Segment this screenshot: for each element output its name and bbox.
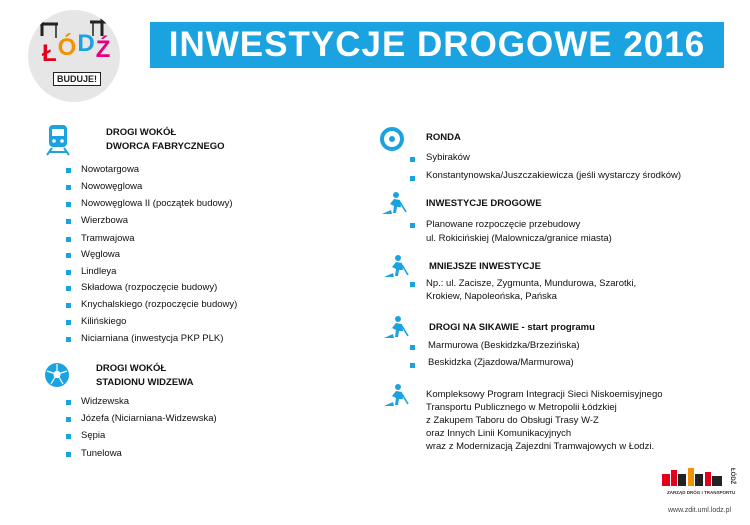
list-item: Nowowęglowa: [81, 181, 143, 192]
bullet: [66, 400, 71, 405]
section-title-dworzec: DROGI WOKÓŁ DWORCA FABRYCZNEGO: [106, 127, 225, 152]
bullet: [410, 223, 415, 228]
bullet: [410, 363, 415, 368]
section-title-inwestycje: INWESTYCJE DROGOWE: [426, 198, 542, 209]
bullet: [66, 253, 71, 258]
list-item: Nowowęglowa II (początek budowy): [81, 198, 233, 209]
list-item: Beskidzka (Zjazdowa/Marmurowa): [428, 357, 574, 368]
website-link[interactable]: www.zdit.uml.lodz.pl: [668, 507, 732, 514]
list-item: Niciarniana (inwestycja PKP PLK): [81, 333, 224, 344]
list-item: Tunelowa: [81, 448, 122, 459]
roadworker-icon: [380, 192, 410, 216]
bullet: [66, 286, 71, 291]
list-item: Nowotargowa: [81, 164, 140, 175]
list-item: Józefa (Niciarniana-Widzewska): [81, 413, 217, 424]
list-item: Lindleya: [81, 266, 117, 277]
football-icon: [44, 362, 70, 388]
section-title-sikawa: DROGI NA SIKAWIE - start programu: [429, 322, 595, 333]
list-item: Konstantynowska/Juszczakiewicza (jeśli wystarczy środków): [426, 170, 681, 181]
list-item: Składowa (rozpoczęcie budowy): [81, 282, 218, 293]
list-item: Knychalskiego (rozpoczęcie budowy): [81, 299, 238, 310]
bullet: [66, 202, 71, 207]
list-item: Sybiraków: [426, 152, 470, 163]
list-item: Sępia: [81, 430, 106, 441]
bullet: [410, 157, 415, 162]
bullet: [66, 270, 71, 275]
list-item: Tramwajowa: [81, 233, 135, 244]
text-line: wraz z Modernizacją Zajezdni Tramwajowych w Łodzi.: [426, 441, 655, 452]
train-icon: [44, 124, 72, 156]
section-title-mniejsze: MNIEJSZE INWESTYCJE: [429, 261, 541, 272]
text-line: Np.: ul. Zacisze, Zygmunta, Mundurowa, Szarotki,: [426, 278, 637, 289]
text-line: Planowane rozpoczęcie przebudowy: [426, 219, 581, 230]
logo-subtitle: BUDUJE!: [53, 72, 101, 86]
bullet: [66, 452, 71, 457]
bullet: [410, 282, 415, 287]
roadworker-icon: [382, 316, 412, 340]
text-line: Krokiew, Napoleońska, Pańska: [426, 291, 557, 302]
zdit-logo: [662, 466, 726, 488]
section-title-stadion: DROGI WOKÓŁ STADIONU WIDZEWA: [96, 363, 194, 388]
text-line: Transportu Publicznego w Metropolii Łódzkiej: [426, 402, 617, 413]
logo-word: ŁÓDŹ: [42, 30, 112, 67]
list-item: Kilińskiego: [81, 316, 127, 327]
bullet: [66, 219, 71, 224]
list-item: Marmurowa (Beskidzka/Brzezińska): [428, 340, 580, 351]
bullet: [66, 337, 71, 342]
city-logo: [28, 10, 120, 102]
bullet: [66, 168, 71, 173]
zdit-name: ZARZĄD DRÓG I TRANSPORTU: [667, 490, 736, 495]
bullet: [66, 417, 71, 422]
zdit-city: ŁÓDŹ: [729, 468, 735, 485]
bullet: [66, 185, 71, 190]
roundabout-icon: [380, 127, 404, 151]
bullet: [66, 237, 71, 242]
text-line: oraz Innych Linii Komunikacyjnych: [426, 428, 572, 439]
bullet: [410, 345, 415, 350]
text-line: Kompleksowy Program Integracji Sieci Niskoemisyjnego: [426, 389, 663, 400]
list-item: Widzewska: [81, 396, 130, 407]
bullet: [66, 303, 71, 308]
bullet: [66, 320, 71, 325]
page-title: INWESTYCJE DROGOWE 2016: [150, 22, 724, 68]
bullet: [66, 434, 71, 439]
list-item: Węglowa: [81, 249, 121, 260]
text-line: z Zakupem Taboru do Obsługi Trasy W-Z: [426, 415, 599, 426]
section-title-ronda: RONDA: [426, 132, 461, 143]
list-item: Wierzbowa: [81, 215, 128, 226]
roadworker-icon: [382, 384, 412, 408]
roadworker-icon: [382, 255, 412, 279]
bullet: [410, 176, 415, 181]
text-line: ul. Rokicińskiej (Malownicza/granice miasta): [426, 233, 612, 244]
